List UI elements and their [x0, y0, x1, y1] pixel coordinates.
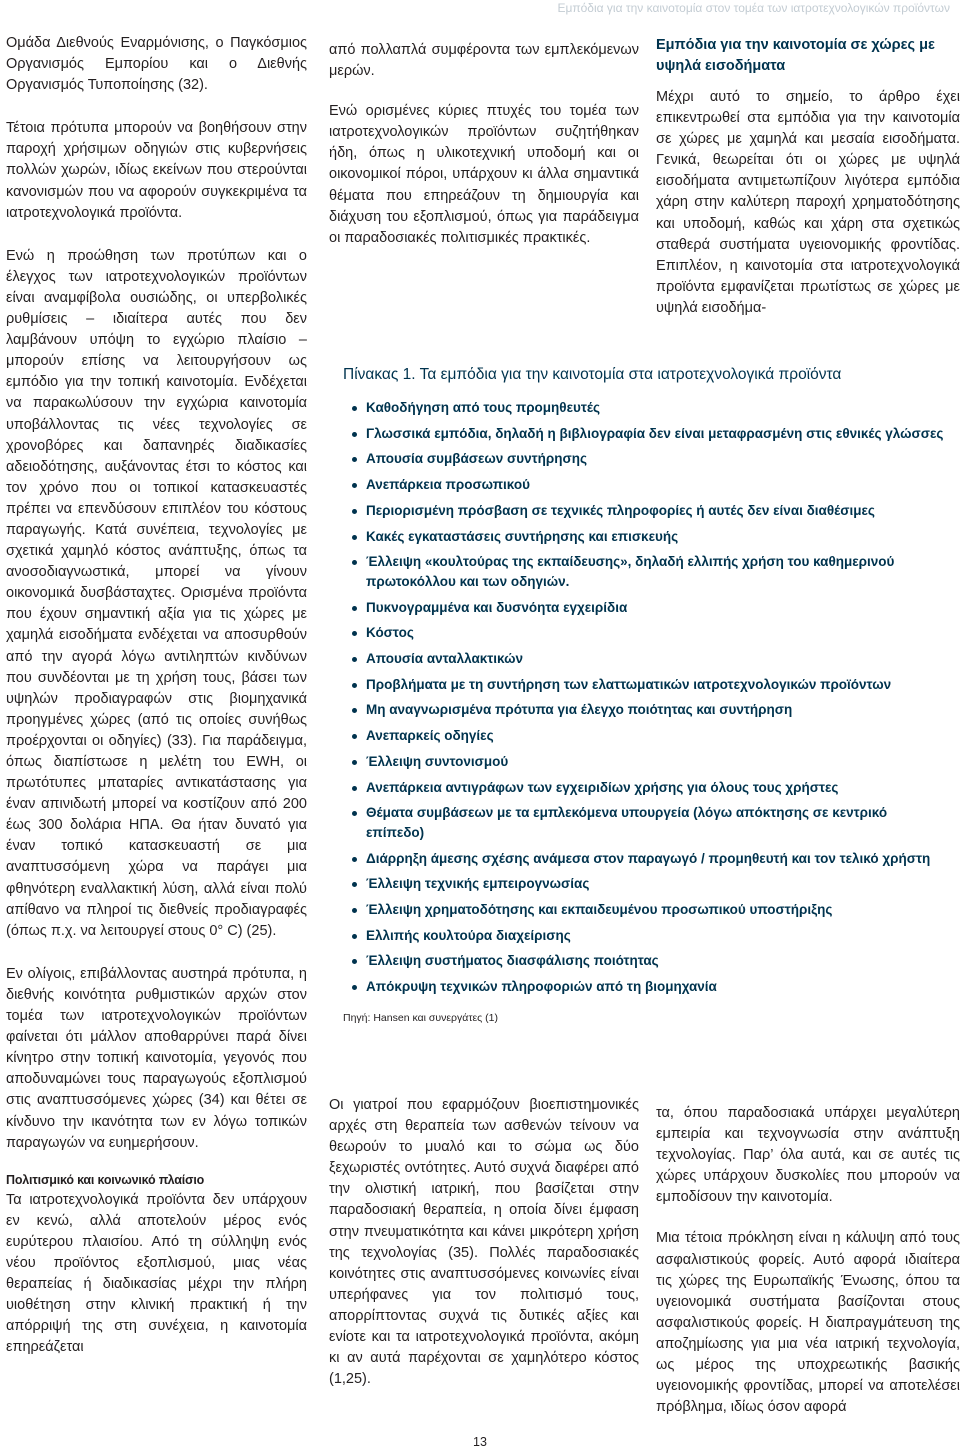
barrier-item-text: Προβλήματα με τη συντήρηση των ελαττωματικών ιατροτεχνολογικών προϊόντων	[366, 676, 892, 692]
barrier-item	[329, 778, 960, 798]
barrier-item	[329, 527, 960, 547]
barriers-table	[329, 364, 960, 1025]
bullet-icon	[352, 631, 357, 636]
bullet-icon	[352, 606, 357, 611]
barrier-list	[329, 398, 960, 997]
left-column	[6, 33, 307, 1358]
barrier-item	[329, 726, 960, 746]
running-header: Εμπόδια για την καινοτομία στον τομέα των ιατροτεχνολογικών προϊόντων	[557, 1, 950, 15]
barrier-item	[329, 598, 960, 618]
section-subheading: Πολιτισμικό και κοινωνικό πλαίσιο	[6, 1172, 205, 1187]
bullet-icon	[352, 934, 357, 939]
middle-top-paragraph-1: από πολλαπλά συμφέροντα των εμπλεκόμενων μερών.	[329, 42, 639, 80]
barrier-item	[329, 649, 960, 669]
middle-top-paragraph-2: Ενώ ορισμένες κύριες πτυχές του τομέα των ιατροτεχνολογικών προϊόντων συζητήθηκαν ήδη, όπως η υλικοτεχνική υποδομή και οι οικονομικοί πόροι, υπάρχουν κι άλλα σημαντικά θέματα που επηρεάζουν τη δημιουργία και διάχυση του εξοπλισμού, όπως για παράδειγμα οι παραδοσιακές πολιτισμικές πρακτικές.	[329, 103, 639, 246]
barrier-item-text: Πυκνογραμμένα και δυσνόητα εγχειρίδια	[366, 599, 628, 615]
barrier-item-text: Καθοδήγηση από τους προμηθευτές	[366, 400, 600, 415]
middle-column-top	[329, 40, 639, 249]
table-title: Πίνακας 1. Τα εμπόδια για την καινοτομία στα ιατροτεχνολογικά προϊόντα	[343, 366, 842, 383]
barrier-item-text: Απουσία ανταλλακτικών	[366, 651, 524, 667]
barrier-item-text: Ανεπάρκεια αντιγράφων των εγχειριδίων χρήσης για όλους τους χρήστες	[366, 779, 839, 795]
bullet-icon	[352, 811, 357, 816]
bullet-icon	[352, 560, 357, 565]
barrier-item-text: Κακές εγκαταστάσεις συντήρησης και επισκευής	[366, 528, 679, 544]
right-section-heading: Εμπόδια για την καινοτομία σε χώρες με υψηλά εισοδήματα	[656, 37, 935, 74]
bullet-icon	[352, 457, 357, 462]
bullet-icon	[352, 432, 357, 437]
barrier-item	[329, 977, 960, 997]
bullet-icon	[352, 683, 357, 688]
middle-bottom-paragraph-1: Οι γιατροί που εφαρμόζουν βιοεπιστημονικές αρχές στη θεραπεία των ασθενών τείνουν να θεωρούν το μυαλό και το σώμα ως δύο ξεχωριστές οντότητες. Αυτό συχνά διαφέρει από την ολιστική ιατρική, που βασίζεται στην παραδοσιακή θεραπεία, η οποία δίνει έμφαση στην πνευματικότητα και κάνει μικρότερη χρήση της τεχνολογίας (35). Πολλές παραδοσιακές κοινότητες στις αναπτυσσόμενες κοινωνίες είναι υπερήφανες για τον πολιτισμό τους, απορρίπτοντας συχνά τις δυτικές αξίες και ενίοτε και τα ιατροτεχνολογικά προϊόντα, ακόμη κι αν αυτά παρέχονται σε χαμηλότερο κόστος (1,25).	[329, 1097, 639, 1388]
left-paragraph-3: Ενώ η προώθηση των προτύπων και ο έλεγχος των ιατροτεχνολογικών προϊόντων είναι αναμφίβολα ουσιώδης, οι υπερβολικές ρυθμίσεις – ιδιαίτερα αυτές που δεν λαμβάνουν υπόψη το εγχώριο πλαίσιο – μπορούν επίσης να λειτουργήσουν ως εμπόδιο για την τοπική καινοτομία. Ενδέχεται να παρακωλύσουν την εγχώρια καινοτομία υποβάλλοντας τις νέες τεχνολογίες σε χρονοβόρες και δαπανηρές διαδικασίες αδειοδότησης, αυξάνοντας έτσι το κόστος και τον χρόνο που οι τοπικοί κατασκευαστές πρέπει να επενδύσουν επιπλέον του κόστους παραγωγής. Κατά συνέπεια, τεχνολογίες με σχετικά χαμηλό κόστος ανάπτυξης, όπως τα ανοσοδιαγνωστικά, μπορεί να γίνουν οικονομικά δυσβάσταχτες. Ορισμένα προϊόντα που έχουν σημαντική αξία για τις χώρες με χαμηλά εισοδήματα ενδέχεται να αποσυρθούν από την αγορά λόγω αντιληπτών κινδύνων που συνδέονται με τη χρήση τους, βάσει των υψηλών προδιαγραφών στις βιομηχανικά προηγμένες χώρες (από τις οποίες συνήθως προέρχονται οι οδηγίες) (33). Για παράδειγμα, όπως διαπίστωσε η μελέτη του EWH, οι πρωτότυπες μπαταρίες αντικατάστασης για έναν απινιδωτή μπορεί να κοστίζουν από 200 έως 300 δολάρια ΗΠΑ. Θα ήταν δυνατό για έναν τοπικό κατασκευαστή σε μια αναπτυσσόμενη χώρα να παράγει μια φθηνότερη εναλλακτική λύση, αλλά είναι πολύ απίθανο να πληροί τις διεθνείς προδιαγραφές (όπως π.χ. να λειτουργεί στους 0° C) (25).	[6, 247, 307, 939]
bullet-icon	[352, 483, 357, 488]
middle-column-bottom	[329, 1095, 639, 1390]
barrier-item	[329, 675, 960, 695]
barrier-item	[329, 475, 960, 495]
barrier-item-text: Έλλειψη χρηματοδότησης και εκπαιδευμένου προσωπικού υποστήριξης	[366, 902, 833, 918]
right-top-paragraph-1: Μέχρι αυτό το σημείο, το άρθρο έχει επικεντρωθεί στα εμπόδια για την καινοτομία σε χώρες με χαμηλά και μεσαία εισοδήματα. Γενικά, θεωρείται ότι οι χώρες με υψηλά εισοδήματα αντιμετωπίζουν λιγότερα εμπόδια χάρη στην καλύτερη παροχή χρηματοδότησης και υποδομή, καθώς και χάρη στα σχετικώς σταθερά συστήματα υγειονομικής φροντίδας. Επιπλέον, η καινοτομία στα ιατροτεχνολογικά προϊόντα εμφανίζεται πρωτίστως σε χώρες με υψηλά εισοδήμα-	[656, 89, 960, 316]
barrier-item-text: Απουσία συμβάσεων συντήρησης	[366, 451, 588, 467]
bullet-icon	[352, 959, 357, 964]
barrier-item-text: Απόκρυψη τεχνικών πληροφοριών από τη βιομηχανία	[366, 979, 717, 995]
barrier-item-text: Έλλειψη συστήματος διασφάλισης ποιότητας	[366, 953, 659, 969]
bullet-icon	[352, 985, 357, 990]
left-paragraph-1: Ομάδα Διεθνούς Εναρμόνισης, ο Παγκόσμιος Οργανισμός Εμπορίου και ο Διεθνής Οργανισμός Τυποποίησης (32).	[6, 35, 307, 94]
barrier-item-text: Ανεπαρκείς οδηγίες	[366, 728, 494, 744]
barrier-item	[329, 926, 960, 946]
barrier-item	[329, 424, 960, 444]
barrier-item-text: Κόστος	[366, 625, 414, 641]
barrier-item	[329, 398, 960, 418]
barrier-item-text: Ελλιπής κουλτούρα διαχείρισης	[366, 927, 571, 943]
page-number: 13	[473, 1435, 487, 1449]
barrier-item	[329, 803, 960, 842]
left-paragraph-5: Τα ιατροτεχνολογικά προϊόντα δεν υπάρχουν εν κενώ, αλλά αποτελούν μέρος ενός ευρύτερου πλαισίου. Από τη σύλληψη ενός νέου προϊόντος εξοπλισμού, μιας νέας θεραπείας ή διαδικασίας μέχρι την πλήρη υιοθέτηση στην κλινική πρακτική ή την απόρριψή της στη συνέχεια, η καινοτομία επηρεάζεται	[6, 1191, 307, 1356]
left-paragraph-4: Εν ολίγοις, επιβάλλοντας αυστηρά πρότυπα, η διεθνής κοινότητα ρυθμιστικών αρχών στον τομέα των ιατροτεχνολογικών προϊόντων φαίνεται ότι μάλλον αποθαρρύνει παρά δίνει κίνητρο στην τοπική καινοτομία, γεγονός που αποδυναμώνει τους παραγωγούς εξοπλισμού στις αναπτυσσόμενες χώρες (34) και θέτει σε κίνδυνο την ικανότητα των εν λόγω τοπικών παραγωγών να ευημερήσουν.	[6, 965, 307, 1151]
right-bottom-paragraph-2: Μια τέτοια πρόκληση είναι η κάλυψη από τους ασφαλιστικούς φορείς. Αυτό αφορά ιδιαίτερα τις χώρες της Ευρωπαϊκής Ένωσης, όπου τα υγειονομικά συστήματα βασίζονται στους ασφαλιστικούς φορείς. Η διαπραγμάτευση της αποζημίωσης για μια νέα ιατρική τεχνολογία, ως μέρος της υποχρεωτικής βασικής υγειονομικής φροντίδας, μπορεί να αποτελέσει πρόβλημα, ιδίως όσον αφορά	[656, 1230, 960, 1416]
bullet-icon	[352, 535, 357, 540]
barrier-item	[329, 501, 960, 521]
barrier-item	[329, 449, 960, 469]
barrier-item	[329, 752, 960, 772]
right-column-top	[656, 35, 960, 319]
bullet-icon	[352, 734, 357, 739]
right-bottom-paragraph-1: τα, όπου παραδοσιακά υπάρχει μεγαλύτερη εμπειρία και τεχνογνωσία στην ανάπτυξη τεχνολογίας. Παρ’ όλα αυτά, και σε αυτές τις χώρες υπάρχουν δυσκολίες που μπορούν να εμποδίσουν την καινοτομία.	[656, 1105, 960, 1206]
left-paragraph-2: Τέτοια πρότυπα μπορούν να βοηθήσουν στην παροχή χρήσιμων οδηγιών στις κυβερνήσεις πολλών χωρών, ιδίως εκείνων που στερούνται κανονισμών που να αφορούν συγκεκριμένα τα ιατροτεχνολογικά προϊόντα.	[6, 120, 307, 221]
bullet-icon	[352, 657, 357, 662]
barrier-item	[329, 951, 960, 971]
barrier-item	[329, 900, 960, 920]
barrier-item-text: Έλλειψη τεχνικής εμπειρογνωσίας	[366, 876, 590, 892]
table-source: Πηγή: Hansen και συνεργάτες (1)	[343, 1011, 498, 1024]
bullet-icon	[352, 908, 357, 913]
barrier-item-text: Διάρρηξη άμεσης σχέσης ανάμεσα στον παραγωγό / προμηθευτή και τον τελικό χρήστη	[366, 850, 931, 866]
right-column-bottom	[656, 1103, 960, 1418]
bullet-icon	[352, 708, 357, 713]
barrier-item	[329, 849, 960, 869]
barrier-item	[329, 874, 960, 894]
barrier-item-text: Έλλειψη «κουλτούρας της εκπαίδευσης», δηλαδή ελλιπής χρήση του καθημερινού πρωτοκόλλου και των οδηγιών.	[366, 554, 895, 589]
bullet-icon	[352, 882, 357, 887]
barrier-item-text: Θέματα συμβάσεων με τα εμπλεκόμενα υπουργεία (λόγω απόκτησης σε κεντρικό επίπεδο)	[366, 805, 888, 840]
barrier-item	[329, 700, 960, 720]
barrier-item	[329, 552, 960, 591]
barrier-item-text: Έλλειψη συντονισμού	[366, 753, 509, 769]
barrier-item	[329, 623, 960, 643]
bullet-icon	[352, 786, 357, 791]
barrier-item-text: Περιορισμένη πρόσβαση σε τεχνικές πληροφορίες ή αυτές δεν είναι διαθέσιμες	[366, 502, 875, 518]
barrier-item-text: Ανεπάρκεια προσωπικού	[366, 477, 530, 493]
barrier-item-text: Μη αναγνωρισμένα πρότυπα για έλεγχο ποιότητας και συντήρηση	[366, 702, 793, 718]
bullet-icon	[352, 509, 357, 514]
barrier-item-text: Γλωσσικά εμπόδια, δηλαδή η βιβλιογραφία δεν είναι μεταφρασμένη στις εθνικές γλώσσες	[366, 425, 944, 441]
bullet-icon	[352, 857, 357, 862]
bullet-icon	[352, 760, 357, 765]
bullet-icon	[352, 406, 357, 411]
